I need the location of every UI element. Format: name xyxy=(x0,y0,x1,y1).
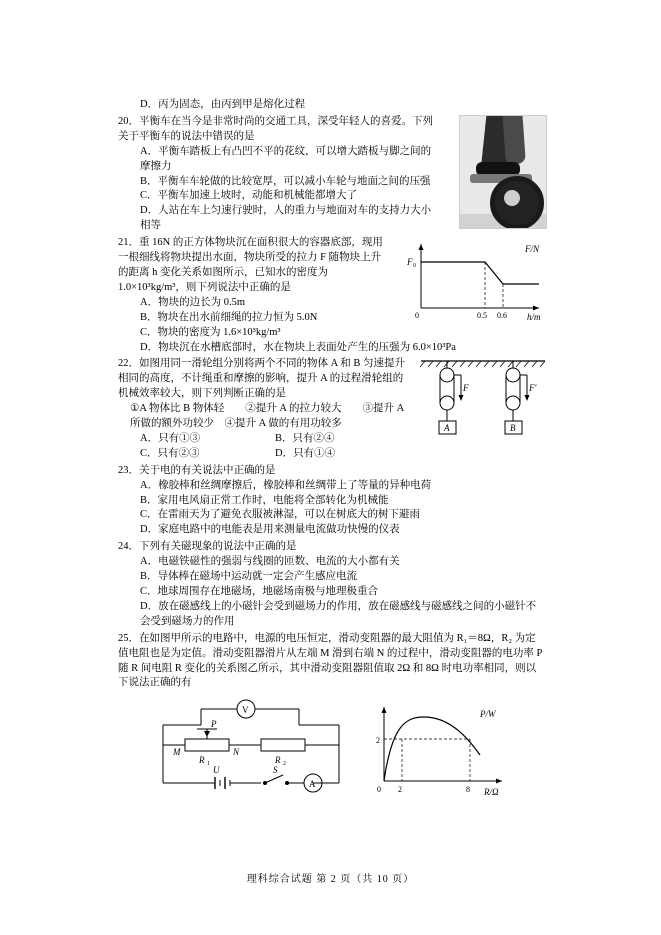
svg-text:2: 2 xyxy=(398,785,402,795)
q21-stem-text: 重 16N 的正方体物块沉在面积很大的容器底部，现用一根细线将物块提出水面，物块所受的拉力 F 随物块上升的距离 h 变化关系如图所示，已知水的密度为 1.0×10³kg/m³，则下列说法中正确的是 xyxy=(118,237,383,293)
svg-text:0.5: 0.5 xyxy=(477,311,487,321)
q21-number: 21． xyxy=(118,237,139,249)
question-20 xyxy=(118,115,543,234)
q22-number: 22． xyxy=(118,358,139,370)
q23-number: 23． xyxy=(118,464,139,476)
segway-photo xyxy=(459,115,547,229)
q23-option-d: D．家庭电路中的电能表是用来测量电流做功快慢的仪表 xyxy=(140,524,400,536)
q24-number: 24． xyxy=(118,541,139,553)
q25-number: 25． xyxy=(118,632,139,644)
q23-stem-text: 关于电的有关说法中正确的是 xyxy=(139,464,276,476)
svg-text:h/m: h/m xyxy=(527,312,541,321)
q24-stem-text: 下列有关磁现象的说法中正确的是 xyxy=(139,541,297,553)
r1-label: R xyxy=(199,755,205,766)
terminal-m-label: M xyxy=(173,747,181,758)
photo-hub xyxy=(504,190,520,206)
voltmeter-label: V xyxy=(242,705,249,716)
switch-label: S xyxy=(273,765,278,776)
q25-stem-text: 在如图甲所示的电路中，电源的电压恒定，滑动变阻器的最大阻值为 R₁＝8Ω，R₂ 为定值电阻也是为定值。滑动变阻器滑片从左端 M 滑到右端 N 的过程中，滑动变阻器的电功率 P 随 R 间电阻 R 变化的关系图乙所示，其中滑动变阻器阻值取 2Ω 和 8Ω 时电功率相同，则以下说法正确的有 xyxy=(118,632,545,689)
exam-page xyxy=(118,98,543,807)
q21-option-b: B．物块在出水前细绳的拉力恒为 5.0N xyxy=(140,311,318,323)
q21-stem xyxy=(118,236,388,296)
svg-text:2: 2 xyxy=(376,736,380,746)
q23-option-c: C．在雷雨天为了避免衣服被淋湿，可以在树底大的树下避雨 xyxy=(140,509,421,521)
svg-text:8: 8 xyxy=(466,785,470,795)
q22-subline: ①A 物体比 B 物体轻 ②提升 A 的拉力较大 ③提升 A 所做的额外功较少 ④提升 A 做的有用功较多 xyxy=(130,403,407,430)
q20-stem xyxy=(118,115,438,145)
figure-q25-circuit xyxy=(149,695,354,805)
question-19-tail xyxy=(118,98,543,113)
q20-option-c: C．平衡车加速上坡时，动能和机械能都增大了 xyxy=(140,190,358,202)
q23-option-a: A．橡胶棒和丝绸摩擦后，橡胶棒和丝绸带上了等量的异种电荷 xyxy=(140,479,432,491)
question-22 xyxy=(118,357,543,461)
figure-q25-graph xyxy=(362,695,512,805)
slider-label: P xyxy=(211,719,217,730)
svg-text:0: 0 xyxy=(377,785,381,795)
q24-option-b: B．导体棒在磁场中运动就一定会产生感应电流 xyxy=(140,571,358,583)
svg-text:0.6: 0.6 xyxy=(497,311,507,321)
q23-option-b: B．家用电风扇正常工作时，电能将全部转化为机械能 xyxy=(140,494,389,506)
figure-q21-graph xyxy=(399,234,549,320)
q20-option-d: D．人站在车上匀速行驶时，人的重力与地面对车的支持力大小相等 xyxy=(140,205,432,232)
q24-option-a: A．电磁铁磁性的强弱与线圈的匝数、电流的大小都有关 xyxy=(140,556,400,568)
page-footer: 理科综合试题 第 2 页（共 10 页） xyxy=(246,874,415,885)
q22-force-b: F′ xyxy=(529,383,537,394)
terminal-n-label: N xyxy=(233,747,240,758)
q23-stem xyxy=(118,464,543,479)
q22-stem-text: 如图用同一滑轮组分别将两个不同的物体 A 和 B 匀速提升相同的高度，不计绳重和摩擦的影响，提升 A 的过程滑轮组的机械效率较大，则下列判断正确的是 xyxy=(118,358,406,400)
svg-text:A: A xyxy=(444,423,450,434)
ammeter-label: A xyxy=(309,779,316,790)
q21-option-d: D．物块沉在水槽底部时，水在物块上表面处产生的压强为 6.0×10³Pa xyxy=(140,341,456,353)
svg-text:R/Ω: R/Ω xyxy=(484,787,499,798)
source-label: U xyxy=(213,765,220,776)
q24-option-c: C．地球周围存在地磁场，地磁场南极与地理极重合 xyxy=(140,586,379,597)
svg-text:F/N: F/N xyxy=(525,244,540,255)
q20-stem-text: 平衡车在当今是非常时尚的交通工具，深受年轻人的喜爱。下列关于平衡车的说法中错误的是 xyxy=(118,115,433,142)
question-25 xyxy=(118,632,543,806)
svg-text:0: 0 xyxy=(413,263,416,270)
svg-text:P/W: P/W xyxy=(480,709,496,720)
svg-text:2: 2 xyxy=(283,761,286,768)
q22-option-a: A．只有①③ xyxy=(140,432,201,444)
q22-option-c: C．只有②③ xyxy=(140,447,200,459)
question-24 xyxy=(118,540,543,629)
figure-q22-pulleys xyxy=(417,355,549,447)
r2-label: R xyxy=(275,755,281,766)
q22-option-d: D．只有①④ xyxy=(275,447,336,459)
svg-text:1: 1 xyxy=(207,761,210,768)
q21-option-c: C．物块的密度为 1.6×10³kg/m³ xyxy=(140,326,281,338)
q21-option-a: A．物块的边长为 0.5m xyxy=(140,296,245,308)
q22-option-b: B．只有②④ xyxy=(275,432,335,444)
q20-option-b: B．平衡车车轮做的比较宽厚，可以减小车轮与地面之间的压强 xyxy=(140,175,431,187)
svg-text:B: B xyxy=(510,423,516,434)
q20-option-a: A．平衡车踏板上有凸凹不平的花纹，可以增大踏板与脚之间的摩擦力 xyxy=(140,145,432,172)
q19-option-d: D．丙为固态，由丙到甲是熔化过程 xyxy=(140,99,306,110)
q22-stem xyxy=(118,357,410,402)
svg-text:0: 0 xyxy=(415,311,419,321)
q25-stem xyxy=(118,632,543,692)
photo-leg-right xyxy=(502,115,526,165)
q22-force-a: F xyxy=(463,383,469,394)
q24-option-d: D．放在磁感线上的小磁针会受到磁场力的作用，放在磁感线与磁感线之间的小磁针不会受到磁场力的作用 xyxy=(140,600,537,627)
question-21 xyxy=(118,236,543,355)
q24-stem xyxy=(118,540,543,555)
figure-q25 xyxy=(118,695,543,805)
svg-text:F: F xyxy=(407,257,413,268)
question-23 xyxy=(118,464,543,539)
q20-number: 20． xyxy=(118,115,139,127)
